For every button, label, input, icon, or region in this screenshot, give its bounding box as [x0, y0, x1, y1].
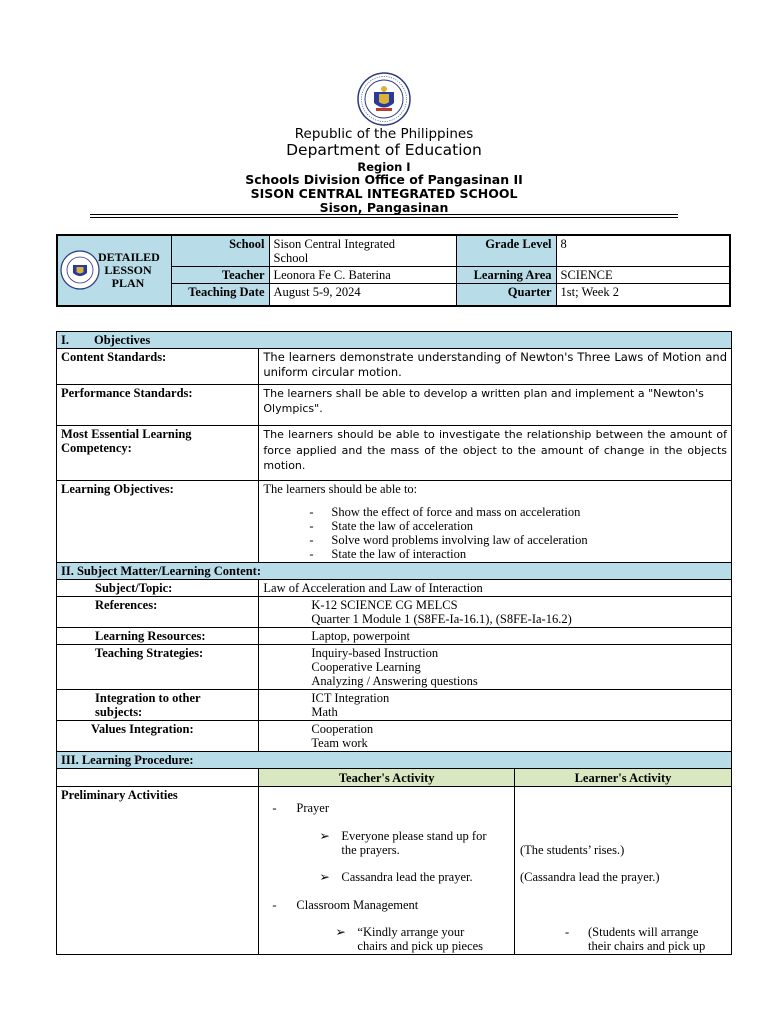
performance-standards-label: Performance Standards: — [57, 385, 259, 426]
arrange-text-2: chairs and pick up pieces — [357, 939, 484, 953]
list-item: - Solve word problems involving law of acceleration — [263, 533, 727, 547]
cassandra-text: Cassandra lead the prayer. — [341, 870, 473, 884]
resources-value — [259, 628, 732, 645]
division-line: Schools Division Office of Pangasinan II — [245, 172, 523, 187]
section-learning-procedure: III. Learning Procedure: — [57, 752, 732, 769]
references-label: References: — [57, 597, 259, 628]
school-line: SISON CENTRAL INTEGRATED SCHOOL — [250, 186, 518, 201]
performance-standards-value: The learners shall be able to develop a written plan and implement a "Newton's Olympics". — [259, 385, 732, 426]
region-line: Region I — [357, 160, 411, 174]
lo-intro: The learners should be able to: — [263, 482, 418, 496]
arrow-bullet-icon: ➢ — [319, 829, 330, 843]
list-item: Cooperation — [311, 722, 374, 736]
school-value — [269, 235, 456, 267]
topic-value: Law of Acceleration and Law of Interaction — [259, 580, 732, 597]
dash-marker: - — [272, 801, 277, 815]
dash-marker: - — [564, 925, 570, 939]
learner-activity-cell — [514, 787, 731, 955]
area-value: SCIENCE — [556, 267, 730, 284]
quarter-label: Quarter — [456, 284, 556, 306]
teacher-activity-cell — [259, 787, 515, 955]
list-item: Analyzing / Answering questions — [311, 674, 478, 688]
list-item: Inquiry-based Instruction — [311, 646, 439, 660]
procedure-blank-head — [57, 769, 259, 787]
section-objectives: I. Objectives — [57, 332, 732, 349]
values-label: Values Integration: — [57, 721, 259, 752]
strategies-value — [259, 645, 732, 690]
quarter-value: 1st; Week 2 — [556, 284, 730, 306]
list-item: K-12 SCIENCE CG MELCS — [311, 598, 458, 612]
teacher-value: Leonora Fe C. Baterina — [269, 267, 456, 284]
location-line: Sison, Pangasinan — [319, 200, 449, 215]
content-standards-label: Content Standards: — [57, 349, 259, 385]
classroom-management-text: Classroom Management — [296, 898, 419, 912]
grade-value: 8 — [556, 235, 730, 267]
resources-label: Learning Resources: — [57, 628, 259, 645]
integration-label-line-1: Integration to other — [95, 691, 201, 705]
list-item: Quarter 1 Module 1 (S8FE-Ia-16.1), (S8FE-Ia-16.2) — [311, 612, 572, 626]
lesson-plan-table — [56, 331, 732, 955]
header-divider — [90, 214, 678, 215]
learner-rises-text: (The students’ rises.) — [519, 843, 625, 857]
references-value — [259, 597, 732, 628]
school-value-line-1: Sison Central Integrated — [273, 237, 395, 251]
list-item: Laptop, powerpoint — [311, 629, 410, 643]
lo-list — [263, 505, 727, 561]
deped-small-seal-logo — [60, 250, 100, 290]
header-divider-2 — [90, 217, 678, 218]
melc-label-line-1: Most Essential Learning — [61, 427, 192, 441]
strategies-label: Teaching Strategies: — [57, 645, 259, 690]
section-subject-matter: II. Subject Matter/Learning Content: — [57, 563, 732, 580]
integration-label-line-2: subjects: — [95, 705, 143, 719]
list-item: - State the law of interaction — [263, 547, 727, 561]
stand-up-text-2: the prayers. — [341, 843, 400, 857]
school-value-line-2: School — [273, 251, 309, 265]
list-item: Team work — [311, 736, 368, 750]
list-item: - Show the effect of force and mass on acceleration — [263, 505, 727, 519]
arrow-bullet-icon: ➢ — [335, 925, 346, 939]
deped-seal-logo — [357, 72, 411, 126]
stand-up-text-1: Everyone please stand up for — [341, 829, 487, 843]
list-item: ICT Integration — [311, 691, 390, 705]
integration-value — [259, 690, 732, 721]
content-standards-value: The learners demonstrate understanding of Newton's Three Laws of Motion and uniform circular motion. — [259, 349, 732, 385]
list-item: Math — [311, 705, 338, 719]
grade-label: Grade Level — [456, 235, 556, 267]
arrange-text-1: “Kindly arrange your — [357, 925, 465, 939]
dlp-title: DETAILED LESSON PLAN — [98, 250, 160, 290]
melc-label-line-2: Competency: — [61, 441, 132, 455]
prayer-text: Prayer — [296, 801, 330, 815]
topic-label: Subject/Topic: — [57, 580, 259, 597]
department-line: Department of Education — [286, 141, 482, 159]
melc-value: The learners should be able to investigate the relationship between the amount of force applied and the mass of the object to the amount of change in the objects motion. — [259, 426, 732, 481]
dlp-cell — [57, 235, 171, 306]
area-label: Learning Area — [456, 267, 556, 284]
learning-objectives-value — [259, 481, 732, 563]
arrow-bullet-icon: ➢ — [319, 870, 330, 884]
learning-objectives-label: Learning Objectives: — [57, 481, 259, 563]
date-value: August 5-9, 2024 — [269, 284, 456, 306]
school-label: School — [171, 235, 269, 267]
melc-label — [57, 426, 259, 481]
preliminary-activities-label: Preliminary Activities — [57, 787, 259, 955]
integration-label — [57, 690, 259, 721]
republic-line: Republic of the Philippines — [294, 126, 474, 142]
list-item: - State the law of acceleration — [263, 519, 727, 533]
values-value — [259, 721, 732, 752]
learner-activity-header: Learner's Activity — [514, 769, 731, 787]
learner-arrange-text-1: (Students will arrange — [587, 925, 699, 939]
teacher-label: Teacher — [171, 267, 269, 284]
teacher-activity-header: Teacher's Activity — [259, 769, 515, 787]
learner-arrange-text-2: their chairs and pick up — [587, 939, 706, 953]
learner-cassandra-text: (Cassandra lead the prayer.) — [519, 870, 660, 884]
date-label: Teaching Date — [171, 284, 269, 306]
lesson-info-table — [56, 234, 731, 307]
dash-marker: - — [272, 898, 277, 912]
list-item: Cooperative Learning — [311, 660, 421, 674]
